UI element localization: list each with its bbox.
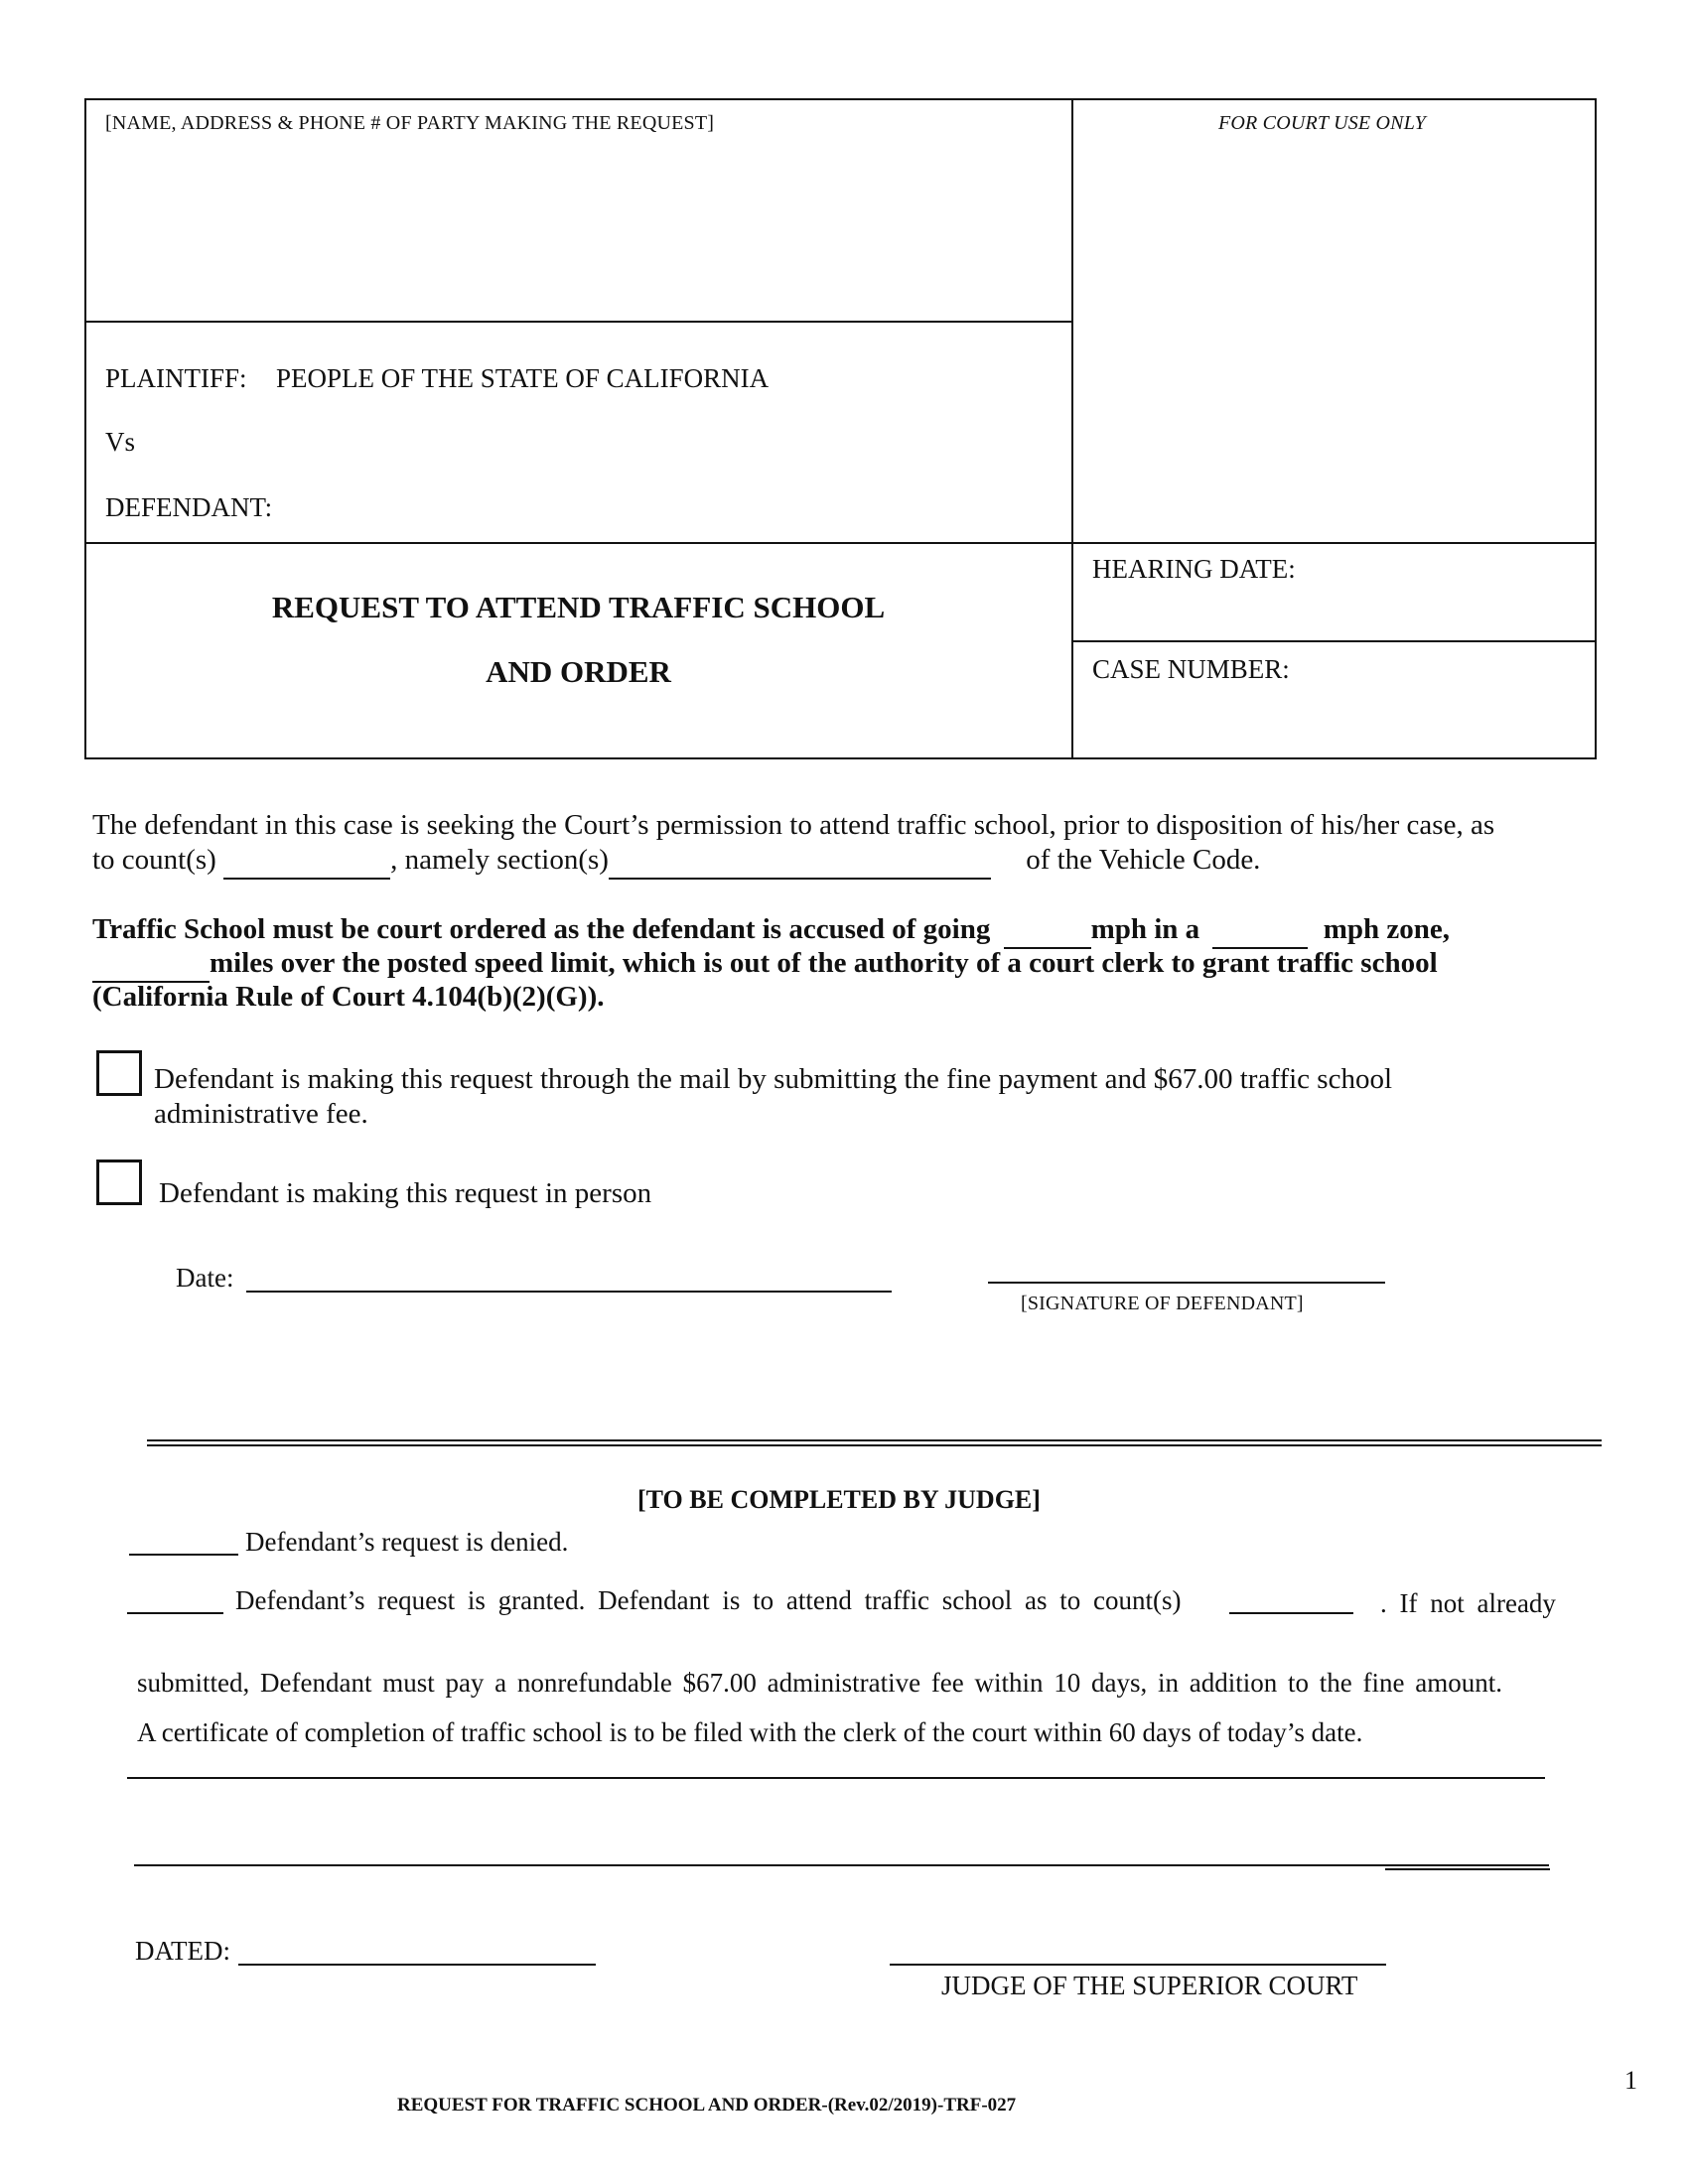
notes-line-2-extension	[1385, 1868, 1550, 1870]
granted-mark-line[interactable]	[127, 1612, 223, 1614]
vehicle-code-label: of the Vehicle Code.	[1026, 844, 1261, 876]
page-number: 1	[1624, 2066, 1637, 2095]
mph-in-a-text: mph in a	[1090, 913, 1200, 945]
speed-mph-field[interactable]	[1004, 912, 1091, 949]
section-field[interactable]	[609, 843, 991, 880]
hearing-date-bottom-line	[1071, 640, 1597, 642]
notes-line-1[interactable]	[127, 1777, 1545, 1779]
mail-request-checkbox[interactable]	[96, 1050, 142, 1096]
judge-section-heading: [TO BE COMPLETED BY JUDGE]	[637, 1485, 1041, 1514]
intro-line-2	[92, 843, 1260, 880]
rule-citation: (California Rule of Court 4.104(b)(2)(G)).	[92, 981, 605, 1013]
defendant-label: DEFENDANT:	[105, 492, 273, 522]
party-info-label: [NAME, ADDRESS & PHONE # OF PARTY MAKING THE REQUEST]	[105, 112, 715, 134]
intro-line-1: The defendant in this case is seeking the Court’s permission to attend traffic school, prior to disposition of his/her case, as	[92, 809, 1495, 841]
defendant-signature-line[interactable]	[988, 1282, 1385, 1284]
denied-text: Defendant’s request is denied.	[245, 1527, 569, 1557]
court-use-label: FOR COURT USE ONLY	[1218, 112, 1426, 134]
judge-signature-line[interactable]	[890, 1964, 1386, 1966]
if-not-already-text: . If not already	[1380, 1588, 1556, 1618]
section-separator-1	[147, 1439, 1602, 1441]
plaintiff-label: PLAINTIFF:	[105, 363, 247, 393]
speed-statement-line-2	[92, 946, 1438, 983]
plaintiff-value: PEOPLE OF THE STATE OF CALIFORNIA	[276, 363, 770, 393]
hearing-date-label: HEARING DATE:	[1092, 554, 1296, 584]
miles-over-text: miles over the posted speed limit, which is out of the authority of a court clerk to grant traffic school	[210, 947, 1438, 979]
in-person-label: Defendant is making this request in person	[159, 1177, 652, 1209]
mph-zone-text: mph zone,	[1323, 913, 1450, 945]
dated-line[interactable]	[238, 1964, 596, 1966]
form-title-line1: REQUEST TO ATTEND TRAFFIC SCHOOL	[271, 590, 886, 624]
vs-label: Vs	[105, 427, 136, 457]
notes-line-2[interactable]	[134, 1864, 1549, 1866]
section-separator-2	[147, 1444, 1602, 1446]
judge-signature-label: JUDGE OF THE SUPERIOR COURT	[941, 1971, 1358, 2000]
mail-request-line-2: administrative fee.	[154, 1098, 368, 1130]
form-id-footer: REQUEST FOR TRAFFIC SCHOOL AND ORDER-(Rev.02/2019)-TRF-027	[397, 2095, 1017, 2116]
mail-request-line-1: Defendant is making this request through the mail by submitting the fine payment and $67.00 traffic school	[154, 1063, 1393, 1095]
party-box-bottom-line	[84, 321, 1072, 323]
parties-box-bottom-line	[84, 542, 1597, 544]
speed-zone-field[interactable]	[1212, 912, 1308, 949]
to-counts-label: to count(s)	[92, 844, 216, 876]
granted-text: Defendant’s request is granted. Defendant is to attend traffic school as to count(s)	[235, 1585, 1182, 1615]
in-person-checkbox[interactable]	[96, 1160, 142, 1205]
date-line[interactable]	[246, 1291, 892, 1293]
accused-of-going-text: Traffic School must be court ordered as the defendant is accused of going	[92, 913, 991, 945]
granted-counts-line[interactable]	[1229, 1612, 1353, 1614]
denied-mark-line[interactable]	[129, 1554, 238, 1556]
form-title-line2: AND ORDER	[486, 654, 671, 689]
namely-section-label: , namely section(s)	[390, 844, 609, 876]
date-label: Date:	[176, 1263, 234, 1293]
dated-label: DATED:	[135, 1936, 230, 1966]
defendant-signature-label: [SIGNATURE OF DEFENDANT]	[1021, 1293, 1304, 1314]
fee-requirement-text: submitted, Defendant must pay a nonrefundable $67.00 administrative fee within 10 days, in addition to the fine amount.	[137, 1668, 1502, 1698]
counts-field[interactable]	[223, 843, 390, 880]
certificate-requirement-text: A certificate of completion of traffic school is to be filed with the clerk of the court within 60 days of today’s date.	[137, 1717, 1363, 1747]
speed-statement-line-1	[92, 912, 1450, 949]
miles-over-field[interactable]	[92, 946, 210, 983]
case-number-label: CASE NUMBER:	[1092, 654, 1290, 684]
